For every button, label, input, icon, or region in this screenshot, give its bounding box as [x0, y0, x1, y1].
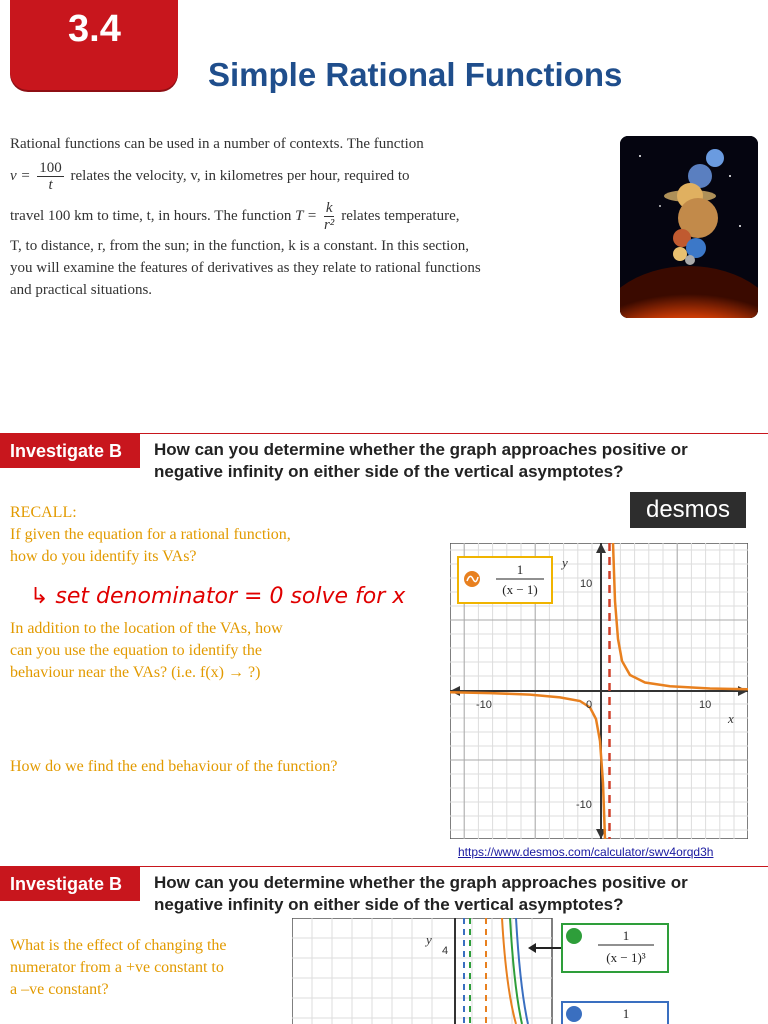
x-tick-neg-10: -10	[476, 699, 492, 711]
investigate-question-2	[154, 872, 764, 916]
section-number-badge	[10, 0, 178, 90]
end-behaviour-question: How do we find the end behaviour of the function?	[10, 758, 338, 775]
y-axis-label: y	[562, 555, 568, 570]
temperature-denominator: r²	[323, 217, 335, 233]
blue-expression-numerator: 1	[622, 1006, 630, 1021]
investigate-badge-1: Investigate B	[0, 434, 140, 468]
intro-line-2-rest: relates the velocity, v, in kilometres per hour, required to	[70, 167, 410, 184]
numerator-question-line-1: What is the effect of changing the	[10, 937, 227, 954]
intro-line-6: and practical situations.	[10, 282, 153, 298]
origin-label: 0	[586, 699, 593, 711]
y-axis-label-2: y	[426, 932, 432, 947]
intro-line-4: T, to distance, r, from the sun; in the function, k is a constant. In this section,	[10, 238, 470, 254]
velocity-fraction	[37, 160, 64, 193]
cubic-denominator: (x − 1)³	[606, 950, 646, 965]
intro-line-3	[10, 200, 460, 233]
rational-function-graph	[450, 543, 748, 839]
numerator-question	[10, 935, 227, 1001]
investigate-question-1-line-1: How can you determine whether the graph approaches positive or	[154, 440, 688, 459]
recall-question-line-2: how do you identify its VAs?	[10, 548, 197, 565]
velocity-var: v =	[10, 167, 31, 184]
y-tick-4: 4	[442, 945, 449, 957]
section-number: 3.4	[68, 8, 121, 50]
expression-box-blue	[562, 1002, 668, 1024]
behaviour-question-line-3: behaviour near the VAs? (i.e. f(x) → ?)	[10, 664, 261, 681]
cubic-rational-graph	[292, 918, 672, 1024]
desmos-expression-icon-green	[566, 928, 582, 944]
investigate-question-2-line-1: How can you determine whether the graph approaches positive or	[154, 873, 688, 892]
solar-system-image	[620, 136, 758, 318]
y-tick-neg-10: -10	[576, 799, 592, 811]
desmos-link[interactable]: https://www.desmos.com/calculator/swv4orqd3h	[458, 845, 714, 859]
behaviour-question-line-2: can you use the equation to identify the	[10, 642, 262, 659]
intro-line-5: you will examine the features of derivatives as they relate to rational functions	[10, 260, 481, 276]
temperature-var: T =	[295, 207, 318, 224]
recall-question-line-1: If given the equation for a rational function,	[10, 526, 291, 543]
recall-block	[10, 502, 291, 568]
page-title: Simple Rational Functions	[208, 56, 623, 93]
handwritten-answer: ↳ set denominator = 0 solve for x	[30, 584, 406, 609]
temperature-fraction	[324, 200, 335, 233]
numerator-question-line-3: a –ve constant?	[10, 981, 109, 998]
investigate-badge-2: Investigate B	[0, 867, 140, 901]
x-tick-10: 10	[699, 699, 712, 711]
y-tick-10: 10	[580, 578, 593, 590]
investigate-question-1	[154, 439, 764, 483]
expression-numerator: 1	[516, 562, 524, 577]
intro-line-3-pre: travel 100 km to time, t, in hours. The function	[10, 207, 292, 224]
cubic-numerator: 1	[622, 928, 630, 943]
expression-box-cubic	[562, 924, 668, 972]
desmos-logo: desmos	[630, 492, 746, 528]
investigate-question-1-line-2: negative infinity on either side of the vertical asymptotes?	[154, 462, 624, 481]
intro-line-2	[10, 160, 410, 193]
intro-line-1: Rational functions can be used in a number of contexts. The function	[10, 136, 424, 152]
numerator-question-line-2: numerator from a +ve constant to	[10, 959, 224, 976]
intro-line-3-rest: relates temperature,	[341, 207, 460, 224]
temperature-numerator: k	[325, 200, 333, 216]
behaviour-question	[10, 618, 283, 684]
velocity-numerator: 100	[39, 160, 62, 176]
desmos-expression-icon-blue	[566, 1006, 582, 1022]
velocity-denominator: t	[48, 177, 53, 193]
expression-denominator: (x − 1)	[502, 582, 538, 597]
expression-box	[458, 557, 552, 603]
recall-label: RECALL:	[10, 504, 77, 521]
behaviour-question-line-1: In addition to the location of the VAs, how	[10, 620, 283, 637]
x-axis-label: x	[728, 711, 734, 726]
investigate-question-2-line-2: negative infinity on either side of the vertical asymptotes?	[154, 895, 624, 914]
